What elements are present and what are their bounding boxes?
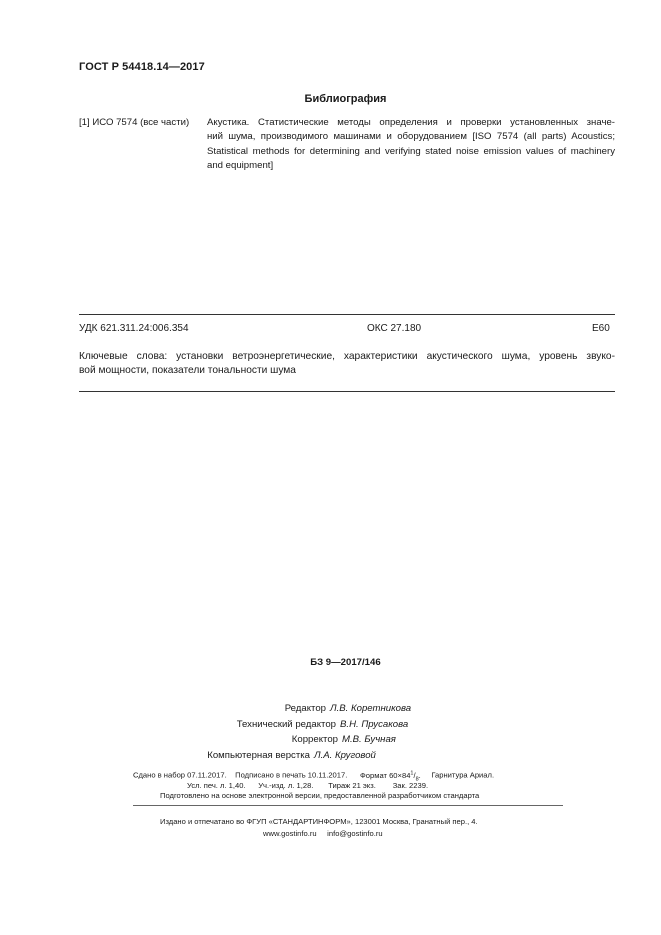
- staff-row-tech-editor: [200, 717, 408, 733]
- staff-role: Редактор: [284, 703, 326, 714]
- staff-name: В.Н. Прусакова: [340, 718, 409, 730]
- publ-sheets: Уч.-изд. л. 1,28.: [258, 781, 314, 790]
- submitted-date: Сдано в набор 07.11.2017.: [133, 770, 227, 780]
- staff-row-layout: [200, 748, 376, 764]
- paper-format: Формат $60\times 84^1/_8$.: [360, 770, 421, 783]
- website-link[interactable]: www.gostinfo.ru: [263, 829, 317, 838]
- bibliography-entry-label: [1] ИСО 7574 (все части): [79, 117, 190, 128]
- signed-date: Подписано в печать 10.11.2017.: [235, 770, 348, 780]
- staff-row-editor: [200, 701, 411, 717]
- contacts-line: [263, 829, 383, 838]
- bibliography-entry-line: Statistical methods for determining and verifying stated noise emission values of machinery: [207, 145, 615, 157]
- imprint-divider: [133, 805, 563, 806]
- bibliography-entry-line: ний шума, производимого машинами и оборудованием [ISO 7574 (all parts) Acoustics;: [207, 131, 615, 143]
- standard-number-header: ГОСТ Р 54418.14—2017: [79, 61, 205, 73]
- order-number: Зак. 2239.: [392, 781, 429, 790]
- staff-role: Технический редактор: [236, 718, 336, 730]
- classification-code: Е60: [592, 323, 610, 334]
- bibliography-entry-line: and equipment]: [207, 160, 274, 172]
- keywords-block: [79, 350, 615, 379]
- publisher-line: Издано и отпечатано во ФГУП «СТАНДАРТИНФОРМ», 123001 Москва, Гранатный пер., 4.: [160, 817, 478, 826]
- email-link[interactable]: info@gostinfo.ru: [327, 829, 383, 838]
- staff-name: М.В. Бучная: [342, 734, 396, 745]
- staff-name: Л.В. Коретникова: [330, 703, 412, 714]
- udk-code: УДК 621.311.24:006.354: [79, 323, 189, 334]
- bz-number: БЗ 9—2017/146: [310, 657, 381, 668]
- staff-row-corrector: [200, 732, 396, 748]
- imprint-line-3: Подготовлено на основе электронной версии, предоставленной разработчиком стандарта: [160, 791, 480, 800]
- keywords-line: Ключевые слова: установки ветроэнергетические, характеристики акустического шума, уровень звуко-: [79, 351, 615, 362]
- bibliography-entry-line: Акустика. Статистические методы определения и проверки установленных значе-: [207, 117, 615, 128]
- circulation: Тираж 21 экз.: [328, 781, 376, 790]
- print-sheets: Усл. печ. л. 1,40.: [187, 781, 246, 790]
- bottom-divider: [79, 391, 615, 392]
- bibliography-title: Библиография: [304, 93, 387, 105]
- staff-role: Корректор: [291, 734, 338, 745]
- keywords-line: вой мощности, показатели тональности шума: [79, 365, 296, 377]
- bibliography-entry-text: [207, 116, 615, 174]
- staff-role: Компьютерная верстка: [207, 749, 310, 761]
- oks-code: ОКС 27.180: [367, 323, 422, 334]
- staff-name: Л.А. Круговой: [314, 749, 376, 761]
- imprint-line-2: [187, 781, 428, 790]
- font-name: Гарнитура Ариал.: [431, 770, 495, 780]
- top-divider: [79, 314, 615, 315]
